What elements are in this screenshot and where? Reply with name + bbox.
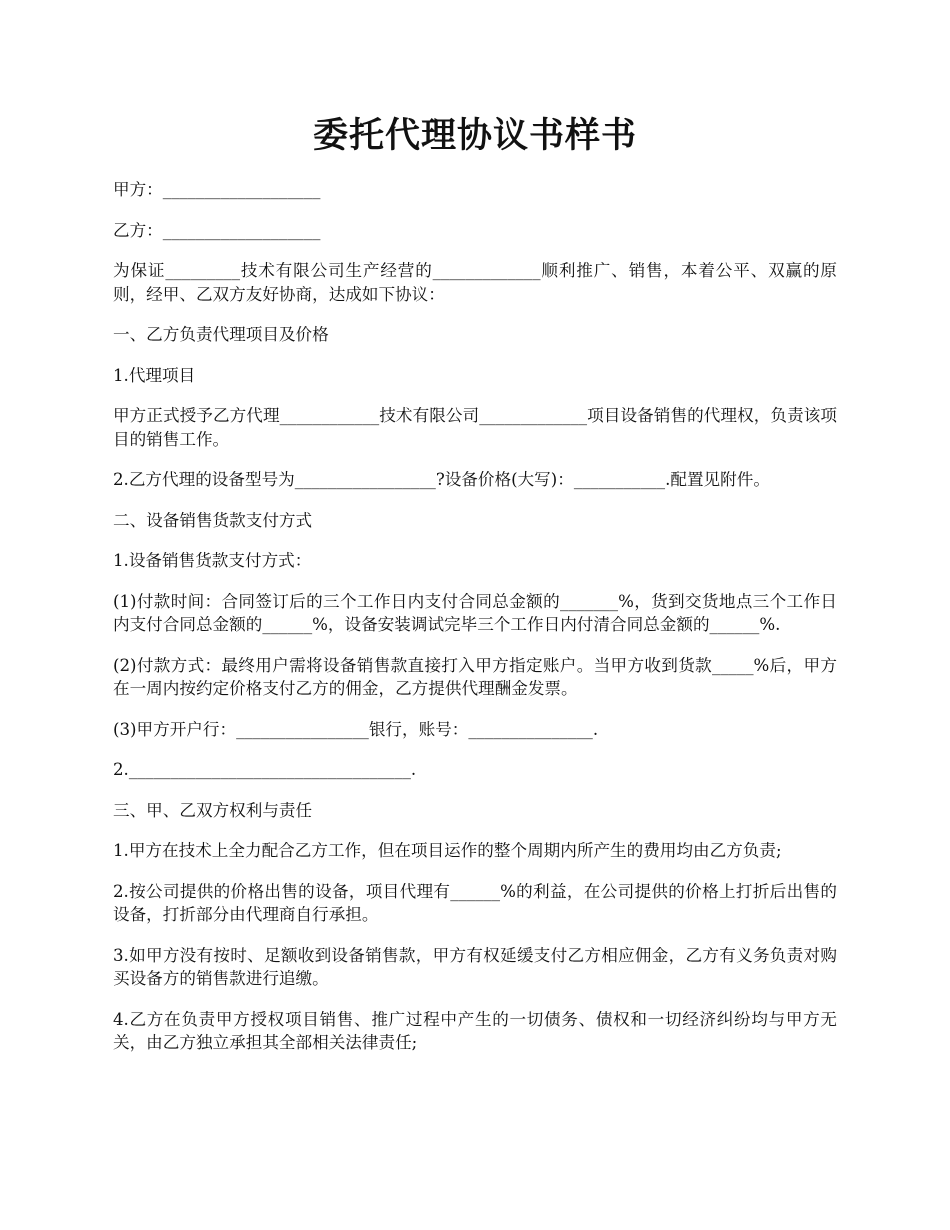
- clause-3-4-text: 4.乙方在负责甲方授权项目销售、推广过程中产生的一切债务、债权和一切经济纠纷均与甲方无关，由乙方独立承担其全部相关法律责任;: [113, 1009, 837, 1052]
- party-b-line: 乙方：___________________: [113, 220, 321, 240]
- clause-1-1-heading: 1.代理项目: [113, 365, 196, 385]
- section-heading-2: 二、设备销售货款支付方式: [113, 510, 313, 530]
- clause-2-1-1-text: (1)付款时间：合同签订后的三个工作日内支付合同总金额的_______%，货到交货地点三个工作日内支付合同总金额的______%，设备安装调试完毕三个工作日内付清合同总金额的______%.: [113, 591, 837, 634]
- clause-2-1-heading: 1.设备销售货款支付方式：: [113, 551, 312, 570]
- party-a-line: 甲方：___________________: [113, 180, 321, 199]
- preamble-paragraph: 为保证_________技术有限公司生产经营的_____________顺利推广、销售，本着公平、双赢的原则，经甲、乙双方友好协商，达成如下协议：: [113, 261, 837, 304]
- clause-3-2-text: 2.按公司提供的价格出售的设备，项目代理有______%的利益，在公司提供的价格上打折后出售的设备，打折部分由代理商自行承担。: [113, 881, 837, 924]
- clause-1-1-text: 甲方正式授予乙方代理____________技术有限公司_____________项目设备销售的代理权，负责该项目的销售工作。: [113, 406, 837, 449]
- document-body: [113, 108, 837, 1072]
- clause-3-3-text: 3.如甲方没有按时、足额收到设备销售款，甲方有权延缓支付乙方相应佣金，乙方有义务负责对购买设备方的销售款进行追缴。: [113, 945, 837, 988]
- section-heading-1: 一、乙方负责代理项目及价格: [113, 325, 329, 344]
- document-title: 委托代理协议书样书: [312, 115, 637, 156]
- clause-1-2-text: 2.乙方代理的设备型号为_________________?设备价格(大写)：___________.配置见附件。: [113, 470, 770, 489]
- clause-3-1-text: 1.甲方在技术上全力配合乙方工作，但在项目运作的整个周期内所产生的费用均由乙方负责;: [113, 841, 782, 860]
- clause-2-1-2-text: (2)付款方式：最终用户需将设备销售款直接打入甲方指定账户。当甲方收到货款_____%后，甲方在一周内按约定价格支付乙方的佣金，乙方提供代理酬金发票。: [113, 655, 837, 698]
- clause-2-2-text: 2.__________________________________.: [113, 760, 417, 779]
- section-heading-3: 三、甲、乙双方权利与责任: [113, 800, 313, 820]
- clause-2-1-3-text: (3)甲方开户行：________________银行，账号：_______________.: [113, 719, 599, 739]
